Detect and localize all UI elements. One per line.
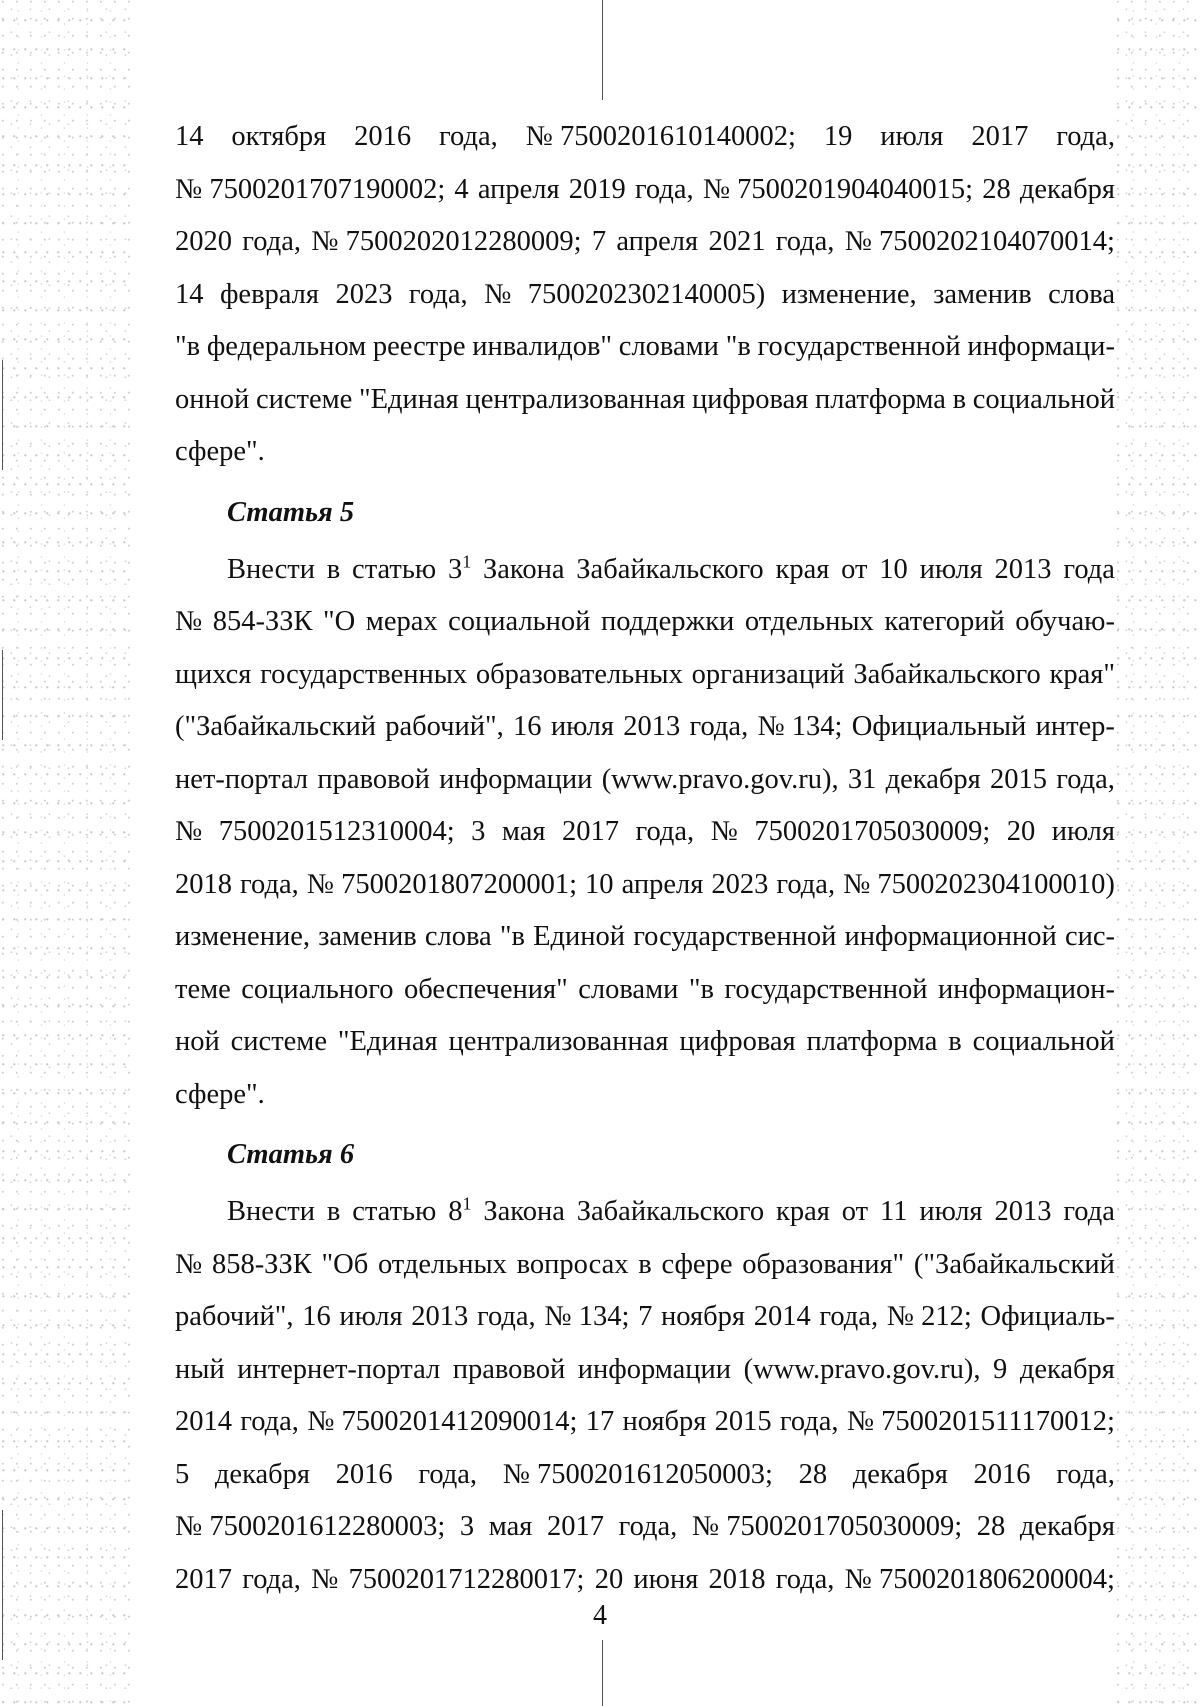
word: 858-ЗЗК <box>211 1248 312 1280</box>
word: 2014 <box>753 1301 811 1332</box>
word: мерах <box>365 606 438 637</box>
text-line <box>175 1016 1115 1069</box>
word: поддержки <box>600 606 735 637</box>
word: 7 <box>638 1301 653 1332</box>
word: 4 <box>454 173 469 205</box>
word: июня <box>633 1563 699 1595</box>
word: № <box>484 278 512 310</box>
word: в <box>638 1248 652 1280</box>
word: информации <box>577 1353 732 1385</box>
word: года, <box>618 1511 678 1542</box>
word: 28 <box>976 1511 1006 1542</box>
text-line <box>175 596 1115 649</box>
word: № 134; <box>757 711 843 742</box>
word: государственной <box>633 921 837 952</box>
article-continuation <box>175 111 1115 426</box>
word: централизованная <box>465 383 686 415</box>
word: 2018 <box>175 868 232 900</box>
word: 2017 <box>971 121 1029 152</box>
word: края <box>775 553 830 585</box>
word: 2016 <box>973 1458 1031 1490</box>
word: 20 <box>1006 816 1036 847</box>
word: интернет-портал <box>237 1353 441 1385</box>
word: системе <box>255 383 353 415</box>
word: централизованная <box>448 1026 669 1057</box>
article-6-body <box>175 1239 1115 1607</box>
word: № <box>175 606 203 637</box>
word: края <box>776 1196 830 1227</box>
word: 2016 <box>335 1458 393 1490</box>
word: интер- <box>1035 711 1115 742</box>
word: года, <box>1056 121 1115 152</box>
word: вопросах <box>516 1248 629 1280</box>
word: № 7500201705030009; <box>691 1511 963 1542</box>
text-line <box>175 911 1115 964</box>
word: года, <box>689 711 749 742</box>
word: государственной <box>724 973 928 1005</box>
word: рабочий", <box>175 1301 294 1332</box>
word: года, <box>776 868 836 900</box>
word: 19 <box>823 121 853 152</box>
word: Забайкальского <box>576 553 764 585</box>
word: социальной <box>448 606 591 637</box>
word: обучаю- <box>1015 606 1115 637</box>
scan-fold-line-bottom <box>602 1640 603 1706</box>
word: 2017 <box>175 1563 232 1595</box>
word: 14 <box>175 278 204 310</box>
word: года <box>1063 1196 1115 1227</box>
word: "в <box>175 331 201 362</box>
text-line <box>175 1449 1115 1502</box>
scan-fold-line-top <box>602 0 603 100</box>
word: нет-портал <box>175 763 309 795</box>
word: 7 <box>591 226 607 257</box>
text-line <box>175 269 1115 322</box>
text-line <box>175 1239 1115 1292</box>
word: ноября <box>622 1406 707 1437</box>
word: мая <box>501 816 546 847</box>
word: 16 <box>302 1301 331 1332</box>
word: № 7500201612280003; <box>175 1511 446 1542</box>
word: "Единая <box>337 1026 438 1057</box>
word: № 7500201806200004; <box>844 1563 1115 1595</box>
article-number-superscript: 1 <box>462 551 472 571</box>
word: июля <box>1051 816 1115 847</box>
word: года, <box>779 1406 839 1437</box>
text-line <box>175 374 1115 427</box>
word: апреля <box>621 868 704 900</box>
word: № 7500201610140002; <box>525 121 796 152</box>
word: словами <box>578 973 679 1005</box>
word: 20 <box>594 1563 624 1595</box>
word: цифровая <box>692 383 809 415</box>
word: ной <box>175 1026 220 1057</box>
word: № 7500201412090014; <box>307 1406 578 1437</box>
word: июля <box>919 553 983 585</box>
word: 3 <box>471 816 486 847</box>
article-number-base: 3 <box>447 553 463 585</box>
word: № 7500201707190002; <box>175 173 446 205</box>
word: года, <box>477 1301 536 1332</box>
word: "Единая <box>358 383 459 415</box>
word: 10 <box>585 868 614 900</box>
article-6-heading: Статья 6 <box>227 1139 355 1170</box>
word: мая <box>488 1511 533 1542</box>
word: Внести <box>227 553 315 585</box>
word: рабочий", <box>385 711 504 742</box>
word: социального <box>241 973 394 1005</box>
word: государственных <box>260 658 468 690</box>
word: (www.pravo.gov.ru), <box>743 1353 981 1385</box>
text-line <box>175 216 1115 269</box>
article-5-heading: Статья 5 <box>227 496 355 528</box>
word: декабря <box>1019 173 1115 205</box>
word: 5 <box>175 1458 190 1490</box>
article-5-last-line: сфере". <box>175 1078 265 1110</box>
word: июля <box>550 711 614 742</box>
text-line <box>175 1554 1115 1607</box>
word: Забайкальского <box>853 658 1041 690</box>
word: года, <box>242 226 301 257</box>
text-line <box>175 164 1115 217</box>
word: февраля <box>219 278 320 310</box>
word: (www.pravo.gov.ru), <box>601 763 839 795</box>
word: № 134; <box>544 1301 630 1332</box>
word: заменив <box>933 278 1032 310</box>
word: отдельных <box>744 606 874 637</box>
word: 2017 <box>561 816 619 847</box>
word: декабря <box>1019 1511 1115 1542</box>
word: обеспечения" <box>403 973 568 1005</box>
text-line <box>175 649 1115 702</box>
word: изменение, <box>781 278 917 310</box>
text-line <box>175 1501 1115 1554</box>
word: от <box>841 553 868 585</box>
word: платформа <box>815 383 946 415</box>
word: теме <box>175 973 231 1005</box>
word: Закона <box>483 553 565 585</box>
word: Единой <box>533 921 626 952</box>
word: № 7500202012280009; <box>311 226 582 257</box>
word: 2021 <box>708 226 766 257</box>
word: декабря <box>852 1458 948 1490</box>
word: Внести <box>227 1196 315 1227</box>
word: 2014 <box>175 1406 232 1437</box>
word: июля <box>919 1196 983 1227</box>
word: года, <box>240 1406 299 1437</box>
word: Официальный <box>851 711 1027 742</box>
word: 16 <box>513 711 542 742</box>
word: ноября <box>661 1301 745 1332</box>
word: ("Забайкальский <box>913 1248 1115 1280</box>
scan-edge-line-1 <box>2 360 3 470</box>
text-line <box>175 964 1115 1017</box>
scan-edge-line-3 <box>2 1510 3 1660</box>
word: образования" <box>742 1248 905 1280</box>
word: "О <box>323 606 356 637</box>
word: года, <box>634 173 694 205</box>
word: правовой <box>452 1353 566 1385</box>
word: года, <box>242 1563 301 1595</box>
word: "в <box>688 973 714 1005</box>
text-line <box>175 1344 1115 1397</box>
text-line <box>175 111 1115 164</box>
word: слова <box>424 921 492 952</box>
word: июля <box>339 1301 403 1332</box>
word: года, <box>819 1301 879 1332</box>
word: системе <box>230 1026 327 1057</box>
article-5-first-line <box>175 544 1115 597</box>
word: 2013 <box>994 1196 1052 1227</box>
word: 9 <box>993 1353 1008 1385</box>
word: года, <box>775 1563 835 1595</box>
word: № <box>710 816 738 847</box>
word: декабря <box>885 763 981 795</box>
word: заменив <box>318 921 417 952</box>
scan-edge-line-2 <box>2 650 3 740</box>
word: 2013 <box>411 1301 469 1332</box>
word: года, <box>635 816 695 847</box>
word: 10 <box>879 553 908 585</box>
word: информации <box>439 763 593 795</box>
word: информацион- <box>937 973 1115 1005</box>
word: 7500201512310004; <box>218 816 455 847</box>
word: 2016 <box>354 121 412 152</box>
word: года <box>1063 553 1115 585</box>
word: 2020 <box>175 226 232 257</box>
word: 7500201712280017; <box>348 1563 585 1595</box>
word: года, <box>240 868 299 900</box>
word: щихся <box>175 658 252 690</box>
paragraph-last-line: сфере". <box>175 436 265 467</box>
word: образовательных <box>475 658 683 690</box>
word: сис- <box>1064 921 1115 952</box>
word: в <box>948 1026 962 1057</box>
word: года, <box>439 121 498 152</box>
word: 2015 <box>989 763 1047 795</box>
word: социальной <box>972 1026 1115 1057</box>
word: словами <box>618 331 719 362</box>
word: года, <box>1056 1458 1115 1490</box>
word: "в <box>499 921 525 952</box>
word: 28 <box>982 173 1011 205</box>
word: информаци- <box>967 331 1115 362</box>
word: № <box>311 1563 339 1595</box>
article-number-superscript: 1 <box>462 1193 472 1214</box>
article-number-base: 8 <box>448 1196 463 1227</box>
word: 2013 <box>994 553 1052 585</box>
word: 2013 <box>623 711 681 742</box>
article-6-first-line <box>175 1186 1115 1239</box>
word: 2017 <box>546 1511 604 1542</box>
word: 7500201705030009; <box>754 816 991 847</box>
word: информационной <box>844 921 1057 952</box>
word: слова <box>1048 278 1115 310</box>
word: года, <box>418 1458 478 1490</box>
text-line <box>175 859 1115 912</box>
word: 2023 <box>335 278 393 310</box>
word: сфере <box>661 1248 733 1280</box>
word: № 7500202104070014; <box>844 226 1115 257</box>
text-line <box>175 701 1115 754</box>
word: "Об <box>321 1248 369 1280</box>
word: 7500202302140005) <box>527 278 766 310</box>
word: № 212; <box>886 1301 972 1332</box>
word: Официаль- <box>980 1301 1115 1332</box>
word: отдельных <box>377 1248 507 1280</box>
word: статью <box>352 553 437 585</box>
word: 2015 <box>714 1406 772 1437</box>
document-body <box>175 111 1115 1606</box>
word: от <box>841 1196 869 1227</box>
article-number <box>448 544 471 597</box>
article-5-body <box>175 596 1115 1069</box>
word: № 7500201904040015; <box>702 173 974 205</box>
word: года, <box>408 278 468 310</box>
word: онной <box>175 383 250 415</box>
scan-noise-left <box>0 0 130 1706</box>
word: края" <box>1049 658 1115 690</box>
word: 14 <box>175 121 204 152</box>
word: 2023 <box>711 868 769 900</box>
text-line <box>175 321 1115 374</box>
word: в <box>326 553 341 585</box>
word: организаций <box>691 658 845 690</box>
word: № <box>175 816 203 847</box>
word: цифровая <box>679 1026 796 1057</box>
word: Закона <box>483 1196 565 1227</box>
word: 17 <box>585 1406 615 1437</box>
text-line <box>175 1396 1115 1449</box>
word: статью <box>352 1196 437 1227</box>
word: реестре <box>372 331 466 362</box>
word: № 7500201511170012; <box>846 1406 1115 1437</box>
word: федеральном <box>206 331 367 362</box>
word: "в <box>725 331 751 362</box>
word: изменение, <box>175 921 310 952</box>
word: государственной <box>757 331 961 362</box>
text-line <box>175 754 1115 807</box>
word: правовой <box>317 763 430 795</box>
word: ный <box>175 1353 225 1385</box>
word: 31 <box>847 763 877 795</box>
word: 28 <box>798 1458 828 1490</box>
word: года, <box>775 226 835 257</box>
word: 11 <box>880 1196 908 1227</box>
word: декабря <box>1019 1353 1115 1385</box>
page-number: 4 <box>593 1600 607 1631</box>
word: 3 <box>459 1511 475 1542</box>
word: ("Забайкальский <box>175 711 376 742</box>
word: октября <box>231 121 327 152</box>
word: апреля <box>616 226 699 257</box>
word: № <box>175 1248 203 1280</box>
word: категорий <box>884 606 1005 637</box>
word: года, <box>1056 763 1115 795</box>
word: № 7500201807200001; <box>306 868 577 900</box>
word: в <box>326 1196 341 1227</box>
word: 2019 <box>568 173 626 205</box>
word: Забайкальского <box>576 1196 765 1227</box>
word: 854-ЗЗК <box>212 606 313 637</box>
word: № 7500201612050003; <box>502 1458 773 1490</box>
word: декабря <box>214 1458 310 1490</box>
text-line <box>175 1291 1115 1344</box>
word: инвалидов" <box>472 331 613 362</box>
word: № 7500202304100010) <box>843 868 1115 900</box>
article-number <box>448 1186 471 1239</box>
word: июля <box>880 121 944 152</box>
text-line <box>175 806 1115 859</box>
word: в <box>952 383 967 415</box>
word: апреля <box>477 173 560 205</box>
scan-noise-right <box>1115 0 1200 1706</box>
word: 2018 <box>708 1563 766 1595</box>
word: социальной <box>972 383 1115 415</box>
word: платформа <box>806 1026 938 1057</box>
